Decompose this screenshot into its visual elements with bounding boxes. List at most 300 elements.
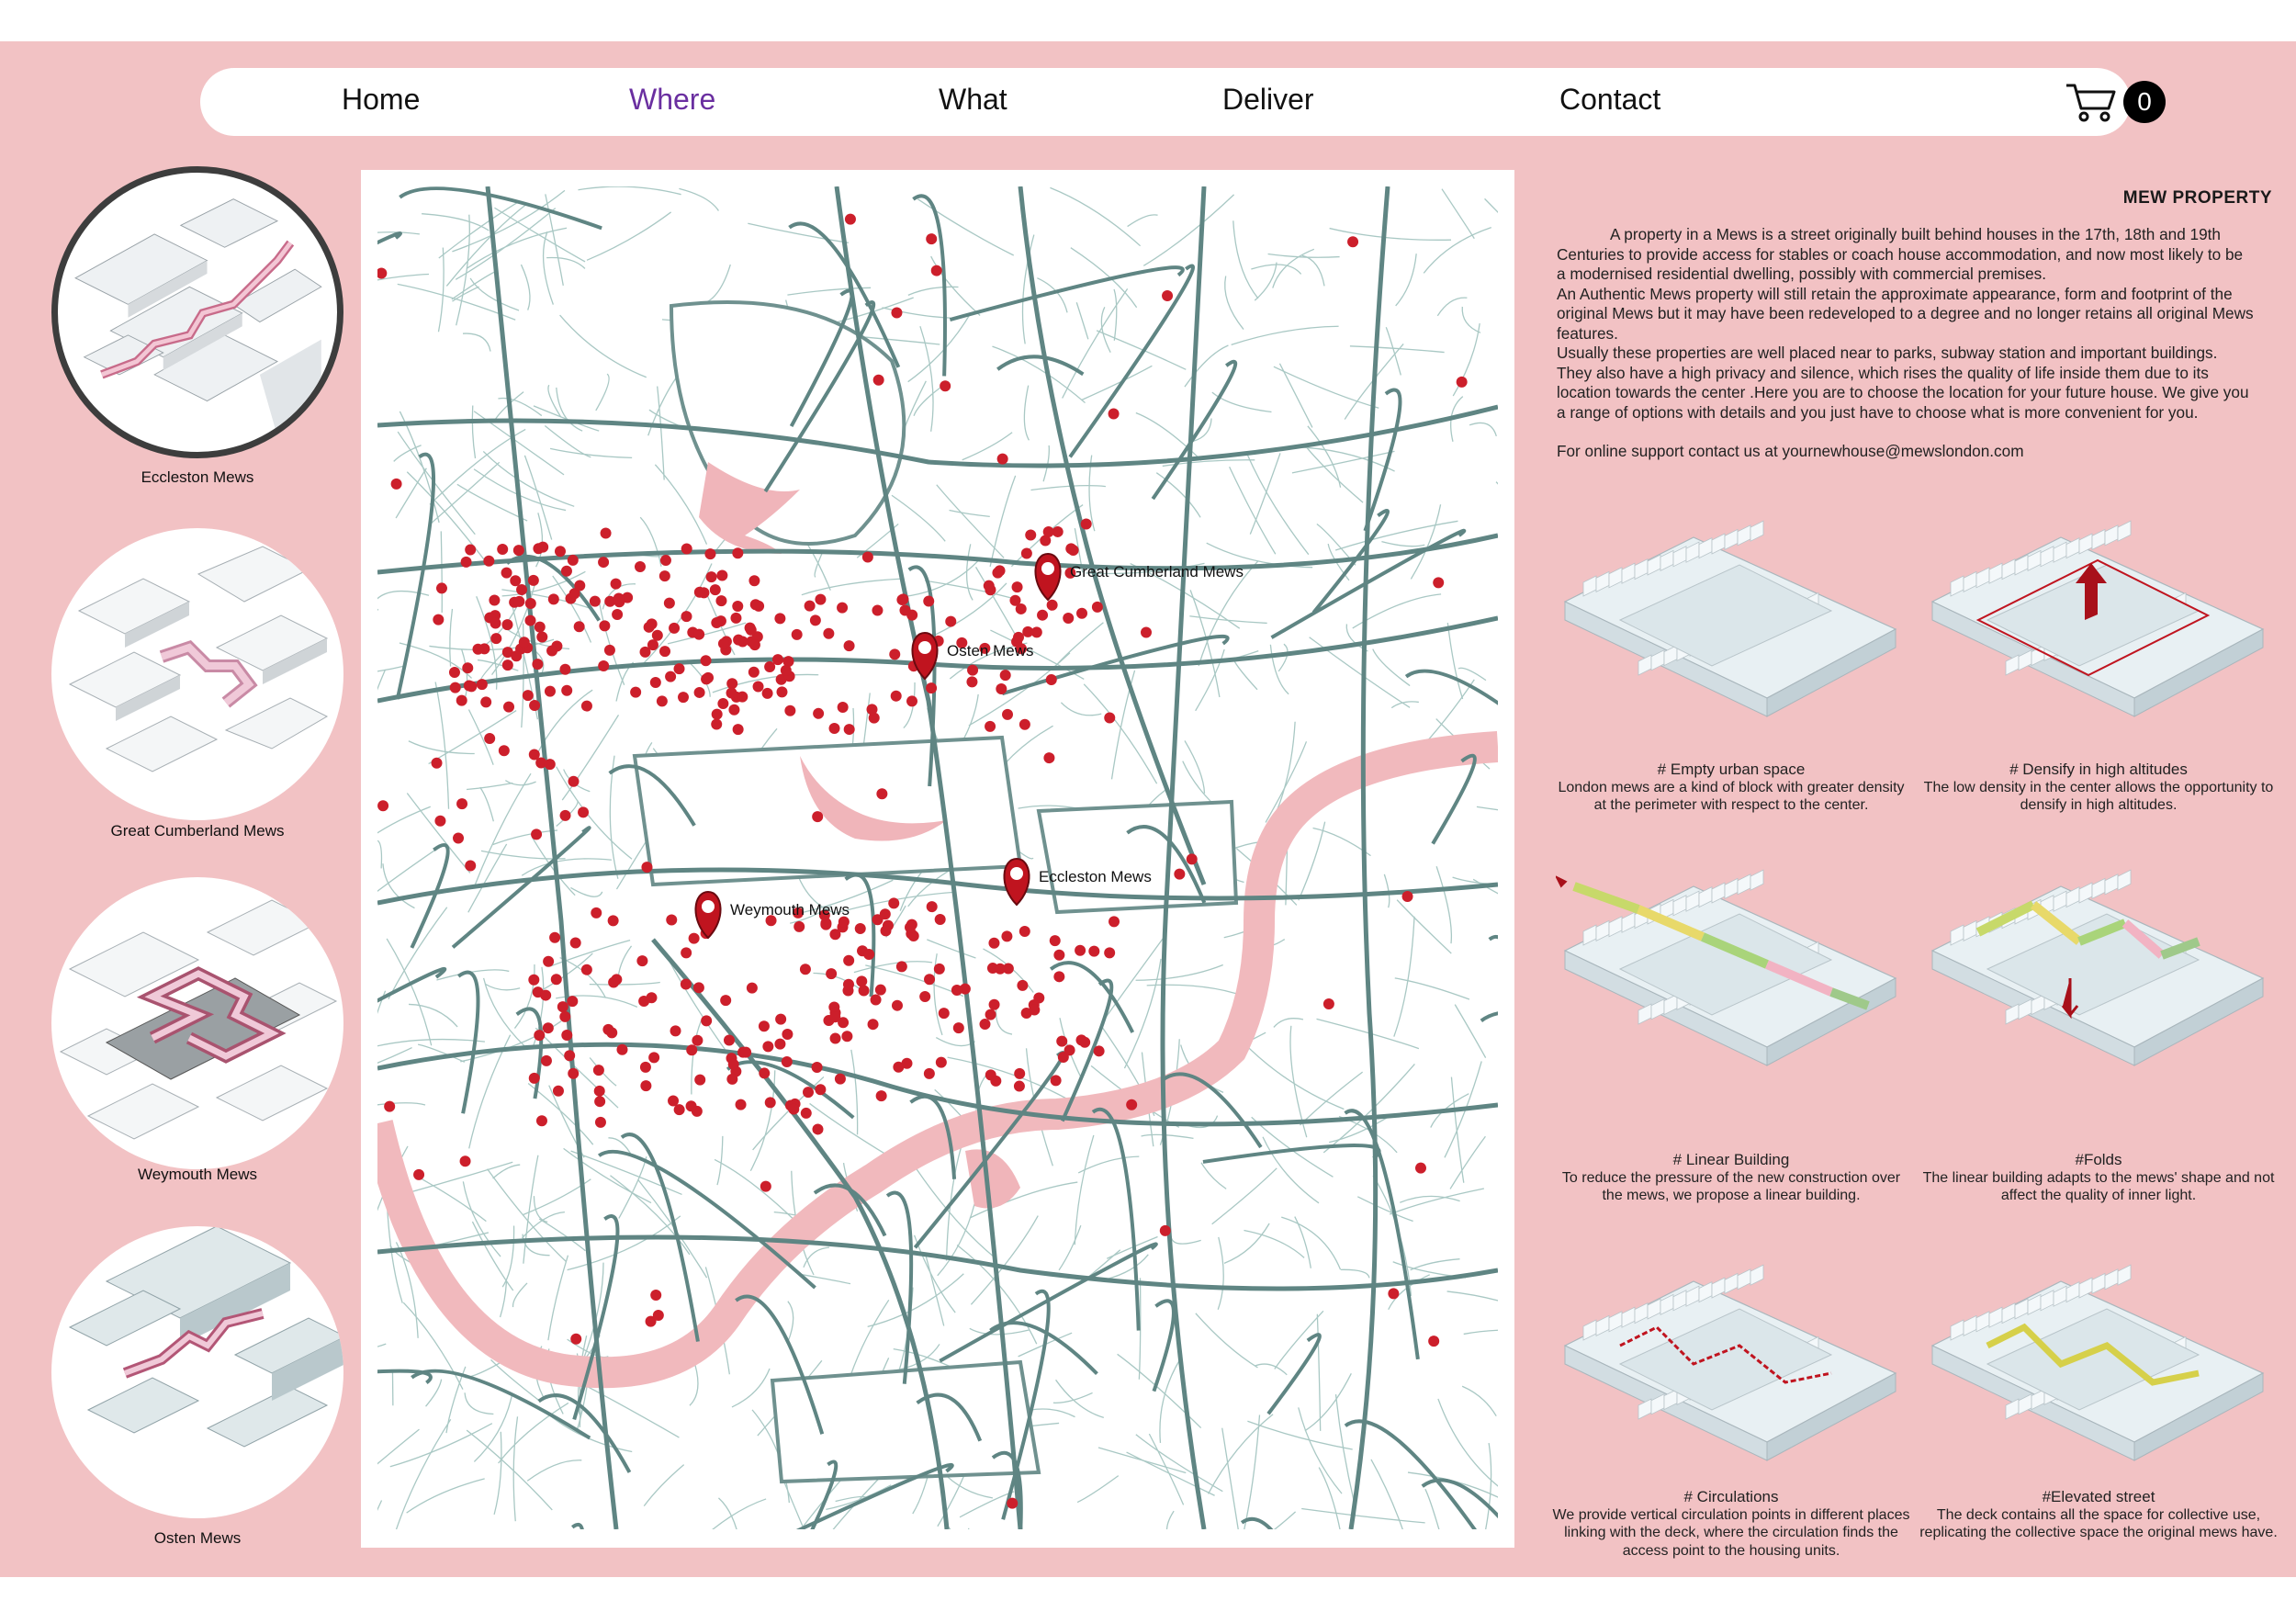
mews-location-point: [594, 1086, 605, 1097]
mews-location-point: [480, 696, 491, 707]
mews-location-point: [1104, 712, 1115, 723]
mews-location-point: [737, 692, 748, 703]
nav-deliver[interactable]: Deliver: [1222, 83, 1314, 116]
mews-location-point: [990, 1076, 1001, 1087]
caption-elevated-street: [1919, 1488, 2278, 1542]
mews-location-point: [647, 618, 658, 629]
mews-location-point: [567, 996, 578, 1007]
mews-location-point: [1050, 935, 1061, 946]
caption-text: The low density in the center allows the opportunity to densify in high altitudes.: [1923, 779, 2274, 813]
mews-location-point: [896, 961, 907, 972]
diagram-folds: [1923, 868, 2272, 1079]
mews-location-point: [681, 978, 692, 989]
mews-location-point: [1001, 930, 1012, 941]
caption-linear-building: [1552, 1151, 1910, 1205]
mews-location-point: [844, 724, 855, 735]
mews-location-point: [951, 985, 962, 996]
mews-location-point: [1162, 290, 1173, 301]
isometric-block-illustration: [58, 173, 337, 452]
mews-location-point: [465, 860, 476, 871]
mews-location-point: [501, 568, 512, 579]
mews-location-point: [1031, 626, 1042, 637]
mews-location-point: [1043, 526, 1054, 537]
mews-location-point: [1323, 998, 1334, 1009]
mews-location-point: [863, 949, 874, 960]
mews-location-point: [815, 1084, 826, 1095]
mews-location-point: [1007, 1498, 1018, 1509]
map-frame: [361, 170, 1514, 1548]
mews-location-point: [1019, 719, 1030, 730]
mews-location-point: [715, 595, 726, 606]
caption-title: # Linear Building: [1672, 1151, 1790, 1168]
isometric-block-illustration: [51, 1226, 343, 1518]
mews-location-point: [899, 604, 910, 615]
mews-location-point: [726, 1074, 737, 1085]
mews-location-point: [561, 1030, 572, 1041]
mews-location-point: [862, 551, 873, 562]
caption-title: #Folds: [2075, 1151, 2122, 1168]
mews-location-point: [636, 955, 647, 966]
mews-location-point: [830, 1033, 841, 1044]
mews-location-point: [686, 1100, 697, 1111]
mews-location-point: [503, 702, 514, 713]
mews-location-point: [659, 646, 670, 657]
mews-location-point: [534, 1030, 545, 1041]
mews-location-point: [1081, 519, 1092, 530]
mews-location-point: [472, 644, 483, 655]
mews-location-point: [841, 1031, 852, 1042]
mews-location-point: [591, 907, 602, 919]
mews-location-point: [484, 733, 495, 744]
mews-location-point: [640, 1080, 651, 1091]
mews-location-point: [750, 599, 761, 610]
mews-location-point: [490, 633, 501, 644]
mews-location-point: [543, 956, 554, 967]
mews-location-point: [1075, 945, 1086, 956]
mews-location-point: [595, 1117, 606, 1128]
mews-location-point: [513, 545, 524, 556]
mews-location-point: [939, 1008, 950, 1019]
mews-location-point: [433, 614, 444, 626]
mews-location-point: [855, 923, 866, 934]
mews-location-point: [748, 667, 760, 678]
mews-location-point: [873, 375, 884, 386]
mews-location-point: [876, 788, 887, 799]
mews-location-point: [1047, 600, 1058, 611]
mews-location-point: [753, 682, 764, 693]
mews-location-point: [559, 664, 570, 675]
mews-location-point: [805, 601, 816, 612]
mews-location-point: [1141, 626, 1152, 637]
mews-location-point: [593, 1065, 604, 1076]
mews-location-point: [826, 968, 837, 979]
mews-location-point: [740, 1047, 751, 1058]
mews-location-point: [638, 996, 649, 1007]
mews-location-point: [1092, 602, 1103, 613]
isometric-block-illustration: [51, 877, 343, 1169]
mews-location-point: [782, 1029, 793, 1040]
mews-location-point: [581, 701, 592, 712]
thumb-label-osten: Osten Mews: [153, 1529, 242, 1547]
mews-location-point: [720, 995, 731, 1006]
mews-location-point: [540, 990, 551, 1001]
map-pin-label: Osten Mews: [947, 642, 1034, 659]
mews-location-point: [1029, 1004, 1040, 1015]
mews-location-point: [701, 655, 712, 666]
diagram-empty-urban-space: [1556, 519, 1905, 730]
mews-location-point: [664, 598, 675, 609]
mews-location-point: [1019, 926, 1030, 937]
mews-location-point: [665, 671, 676, 682]
mews-location-point: [923, 596, 934, 607]
mews-location-point: [1068, 545, 1079, 556]
mews-location-point: [598, 660, 609, 671]
info-paragraph-2: An Authentic Mews property will still retain the approximate appearance, form and footprint of the original Mews but it may have been redeveloped to a degree and no longer retains all original Mews features.: [1557, 284, 2254, 343]
mews-location-point: [704, 548, 715, 559]
thumb-weymouth-mews[interactable]: [51, 877, 343, 1169]
mews-location-point: [812, 811, 823, 822]
mews-location-point: [681, 947, 692, 958]
caption-text: To reduce the pressure of the new construction over the mews, we propose a linear building.: [1561, 1169, 1901, 1203]
mews-location-point: [793, 921, 805, 932]
mews-location-point: [516, 584, 527, 595]
mews-location-point: [829, 723, 840, 734]
mews-location-point: [456, 798, 467, 809]
mews-location-point: [724, 1035, 735, 1046]
mews-location-point: [803, 1087, 814, 1098]
mews-location-point: [499, 745, 510, 756]
mews-location-point: [746, 625, 757, 636]
mews-location-point: [726, 678, 737, 689]
london-mews-map[interactable]: [377, 186, 1498, 1529]
mews-location-point: [1012, 581, 1023, 592]
mews-location-point: [670, 1025, 681, 1036]
mews-location-point: [813, 708, 824, 719]
mews-location-point: [996, 683, 1007, 694]
caption-title: #Elevated street: [2042, 1488, 2155, 1505]
mews-location-point: [678, 692, 689, 703]
mews-location-point: [881, 925, 892, 936]
mews-location-point: [529, 750, 540, 761]
mews-location-point: [686, 1044, 697, 1055]
caption-densify: [1919, 761, 2278, 815]
mews-location-point: [668, 1096, 679, 1107]
mews-location-point: [1415, 1163, 1426, 1174]
mews-location-point: [812, 1123, 823, 1134]
mews-location-point: [891, 691, 902, 702]
mews-location-point: [1402, 891, 1413, 902]
info-contact[interactable]: For online support contact us at yournewhouse@mewslondon.com: [1557, 442, 2024, 460]
mews-location-point: [896, 594, 907, 605]
mews-location-point: [728, 704, 739, 716]
mews-location-point: [953, 1022, 964, 1033]
mews-location-point: [1025, 529, 1036, 540]
mews-location-point: [449, 667, 460, 678]
mews-location-point: [541, 1055, 552, 1066]
mews-location-point: [548, 593, 559, 604]
thumb-eccleston-mews[interactable]: [51, 166, 343, 458]
mews-location-point: [1088, 946, 1099, 957]
mews-location-point: [659, 570, 670, 581]
mews-location-point: [635, 561, 646, 572]
mews-location-point: [776, 686, 787, 697]
mews-location-point: [694, 687, 705, 698]
thumb-label-weymouth: Weymouth Mews: [137, 1166, 258, 1183]
mews-location-point: [630, 687, 641, 698]
mews-location-point: [1104, 947, 1115, 958]
mews-location-point: [732, 601, 743, 612]
mews-location-point: [611, 579, 622, 590]
mews-location-point: [1021, 547, 1032, 558]
mews-location-point: [660, 555, 671, 566]
mews-location-point: [564, 1050, 575, 1061]
mews-location-point: [701, 1015, 712, 1026]
mews-location-point: [519, 637, 530, 648]
mews-location-point: [893, 1062, 904, 1073]
mews-location-point: [693, 982, 704, 993]
mews-location-point: [612, 609, 623, 620]
mews-location-point: [1347, 236, 1358, 247]
mews-location-point: [535, 622, 546, 633]
mews-location-point: [594, 1096, 605, 1107]
mews-location-point: [694, 1075, 705, 1086]
mews-location-point: [934, 964, 945, 975]
mews-location-point: [892, 1000, 903, 1011]
mews-location-point: [1174, 869, 1185, 880]
mews-location-point: [555, 546, 566, 557]
mews-location-point: [490, 617, 501, 628]
mews-location-point: [772, 654, 783, 665]
mews-location-point: [1053, 950, 1064, 961]
mews-location-point: [844, 640, 855, 651]
mews-location-point: [391, 479, 402, 490]
mews-location-point: [843, 979, 854, 990]
mews-location-point: [1037, 610, 1048, 621]
thumb-osten-mews[interactable]: [51, 1226, 343, 1518]
mews-location-point: [736, 1099, 747, 1110]
thumb-great-cumberland-mews[interactable]: [51, 528, 343, 820]
mews-location-point: [856, 975, 867, 986]
mews-location-point: [876, 1090, 887, 1101]
mews-location-point: [926, 682, 937, 693]
map-pin-label: Eccleston Mews: [1039, 868, 1152, 885]
info-paragraph-3: Usually these properties are well placed near to parks, subway station and important buildings. They also have a high privacy and silence, which rises the quality of life inside them due to its location towards the center .Here you are to choose the location for your future house. We give you a range of options with details and you just have to choose what is more convenient for you.: [1557, 344, 2249, 422]
caption-text: The deck contains all the space for collective use, replicating the collective space the original mews have.: [1919, 1506, 2278, 1540]
mews-location-point: [466, 681, 477, 692]
mews-location-point: [733, 635, 744, 646]
mews-location-point: [674, 663, 685, 674]
mews-location-point: [1046, 674, 1057, 685]
mews-location-point: [718, 638, 729, 649]
mews-location-point: [1094, 1045, 1105, 1056]
mews-location-point: [450, 682, 461, 693]
mews-location-point: [837, 603, 848, 614]
map-pin-label: Weymouth Mews: [730, 901, 850, 919]
nav-where[interactable]: Where: [629, 83, 716, 116]
mews-location-point: [1388, 1288, 1399, 1299]
mews-location-point: [889, 648, 900, 659]
info-title: MEW PROPERTY: [2122, 188, 2272, 208]
map-canvas[interactable]: [377, 186, 1498, 1529]
mews-location-point: [465, 545, 476, 556]
mews-location-point: [1043, 752, 1054, 763]
mews-location-point: [1457, 377, 1468, 388]
mews-location-point: [693, 629, 704, 640]
mews-location-point: [570, 937, 581, 948]
mews-location-point: [995, 964, 1006, 975]
mews-location-point: [692, 1035, 703, 1046]
nav-what[interactable]: What: [939, 83, 1007, 116]
mews-location-point: [1109, 916, 1120, 927]
mews-location-point: [477, 679, 488, 690]
mews-location-point: [988, 938, 999, 949]
mews-location-point: [711, 718, 722, 729]
mews-location-point: [710, 584, 721, 595]
mews-location-point: [792, 629, 803, 640]
info-paragraph-1: A property in a Mews is a street originally built behind houses in the 17th, 18th and 19th Centuries to provide access for stables or coach house accommodation, and now most likely to be a modernised residential dwelling, possibly with commercial premises.: [1557, 225, 2244, 283]
mews-location-point: [681, 611, 692, 622]
caption-text: We provide vertical circulation points in different places linking with the deck, where the circulation finds the access point to the housing units.: [1552, 1506, 1910, 1559]
mews-location-point: [529, 1073, 540, 1084]
mews-location-point: [1187, 853, 1198, 864]
mews-location-point: [502, 659, 513, 671]
mews-location-point: [648, 1052, 659, 1063]
mews-location-point: [413, 1169, 424, 1180]
mews-location-point: [1014, 1081, 1025, 1092]
caption-title: # Densify in high altitudes: [2009, 761, 2188, 778]
mews-location-point: [747, 983, 758, 994]
mews-location-point: [1064, 1044, 1075, 1055]
mews-location-point: [984, 580, 995, 592]
mews-location-point: [985, 1009, 996, 1020]
mews-location-point: [501, 619, 512, 630]
caption-circulations: [1552, 1488, 1910, 1560]
mews-location-point: [601, 527, 612, 538]
mews-location-point: [384, 1101, 395, 1112]
mews-location-point: [432, 758, 443, 769]
mews-location-point: [640, 647, 651, 658]
nav-contact[interactable]: Contact: [1559, 83, 1661, 116]
mews-location-point: [891, 307, 902, 318]
mews-location-point: [1017, 980, 1028, 991]
mews-location-point: [1433, 577, 1444, 588]
mews-location-point: [669, 623, 680, 634]
mews-location-point: [1063, 613, 1074, 624]
mews-location-point: [608, 977, 619, 988]
mews-location-point: [927, 901, 938, 912]
mews-location-point: [1126, 1099, 1137, 1110]
mews-location-point: [1000, 670, 1011, 681]
mews-location-point: [553, 1086, 564, 1097]
mews-location-point: [775, 1014, 786, 1025]
mews-location-point: [1109, 408, 1120, 419]
mews-location-point: [574, 580, 585, 591]
mews-location-point: [872, 605, 883, 616]
nav-home[interactable]: Home: [342, 83, 421, 116]
mews-location-point: [945, 616, 956, 627]
mews-location-point: [966, 676, 977, 687]
mews-location-point: [774, 613, 785, 624]
mews-location-point: [666, 914, 677, 925]
mews-location-point: [1056, 1036, 1067, 1047]
caption-text: London mews are a kind of block with greater density at the perimeter with respect to the center.: [1558, 779, 1905, 813]
mews-location-point: [880, 908, 891, 919]
cart-count-badge[interactable]: 0: [2123, 81, 2166, 123]
cart-icon[interactable]: [2065, 81, 2118, 123]
mews-location-point: [537, 542, 548, 553]
top-navigation: [200, 68, 2152, 136]
mews-location-point: [812, 1062, 823, 1073]
thumb-label-eccleston: Eccleston Mews: [141, 468, 254, 486]
mews-location-point: [919, 991, 930, 1002]
mews-location-point: [866, 704, 877, 715]
diagram-densify: [1923, 519, 2272, 730]
mews-location-point: [762, 688, 773, 699]
mews-location-point: [936, 1057, 947, 1068]
mews-location-point: [599, 620, 610, 631]
mews-location-point: [513, 596, 524, 607]
mews-location-point: [545, 686, 556, 697]
mews-location-point: [782, 1056, 793, 1067]
mews-location-point: [545, 759, 556, 770]
mews-location-point: [732, 547, 743, 558]
mews-location-point: [581, 964, 592, 975]
mews-location-point: [462, 662, 473, 673]
mews-location-point: [546, 645, 557, 656]
mews-location-point: [434, 816, 445, 827]
mews-location-point: [905, 922, 916, 933]
mews-location-point: [843, 955, 854, 966]
mews-location-point: [657, 695, 668, 706]
mews-location-point: [510, 575, 521, 586]
mews-location-point: [717, 698, 728, 709]
mews-location-point: [765, 1097, 776, 1108]
thumb-label-great-cumberland: Great Cumberland Mews: [110, 822, 285, 840]
mews-location-point: [456, 695, 467, 706]
mews-location-point: [574, 621, 585, 632]
mews-location-point: [845, 214, 856, 225]
mews-location-point: [749, 639, 760, 650]
diagram-elevated-street: [1923, 1263, 2272, 1474]
mews-location-point: [604, 645, 615, 656]
mews-location-point: [570, 1334, 581, 1345]
mews-location-point: [525, 598, 536, 609]
mews-location-point: [931, 265, 942, 276]
mews-location-point: [759, 1067, 770, 1078]
mews-location-point: [543, 1022, 554, 1033]
mews-location-point: [888, 897, 899, 908]
mews-location-point: [436, 582, 447, 593]
mews-location-point: [859, 985, 870, 996]
mews-location-point: [650, 1290, 661, 1301]
mews-location-point: [1075, 1034, 1086, 1045]
mews-location-point: [924, 974, 935, 985]
mews-location-point: [712, 709, 723, 720]
mews-location-point: [608, 915, 619, 926]
mews-location-point: [835, 1074, 846, 1085]
caption-title: # Circulations: [1683, 1488, 1779, 1505]
mews-location-point: [549, 932, 560, 943]
mews-location-point: [461, 557, 472, 568]
diagram-circulations: [1556, 1263, 1905, 1474]
mews-location-point: [716, 569, 727, 580]
mews-location-point: [578, 806, 589, 817]
mews-location-point: [823, 628, 834, 639]
mews-location-point: [924, 1068, 935, 1079]
mews-location-point: [536, 1115, 547, 1126]
mews-location-point: [1002, 709, 1013, 720]
mews-location-point: [561, 566, 572, 577]
